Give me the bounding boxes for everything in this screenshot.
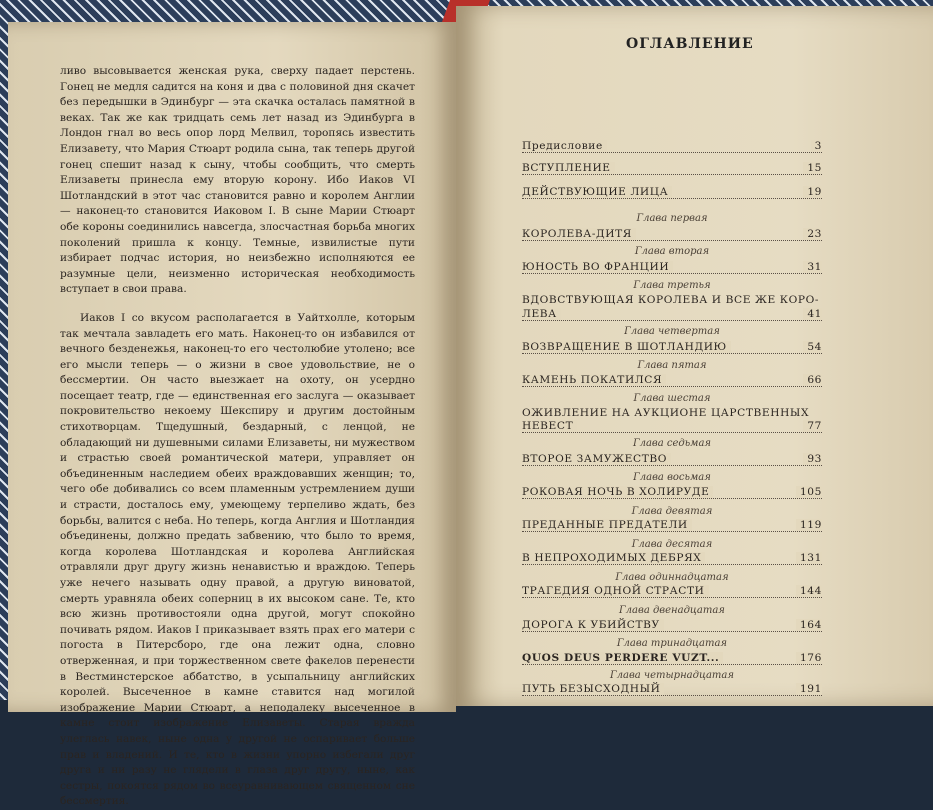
toc-chapter-label: Глава восьмая xyxy=(633,472,711,483)
toc-entry: ДОРОГА К УБИЙСТВУ 164 xyxy=(522,619,822,631)
toc-entry: ПУТЬ БЕЗЫСХОДНЫЙ 191 xyxy=(522,683,822,695)
toc-chapter-label: Глава шестая xyxy=(633,393,711,404)
toc-chapter-label: Глава третья xyxy=(633,280,711,291)
toc-chapter-label: Глава девятая xyxy=(631,506,713,517)
toc-entry-title-line1: ОЖИВЛЕНИЕ НА АУКЦИОНЕ ЦАРСТВЕННЫХ xyxy=(522,407,810,419)
toc-chapter-label: Глава одиннадцатая xyxy=(615,572,729,583)
toc-entry: ЮНОСТЬ ВО ФРАНЦИИ 31 xyxy=(522,261,822,273)
toc-entry-preface: Предисловие 3 xyxy=(522,140,822,152)
toc-entry-characters: ДЕЙСТВУЮЩИЕ ЛИЦА 19 xyxy=(522,186,822,198)
left-page-text xyxy=(60,64,415,810)
toc-entry-title-line1: ВДОВСТВУЮЩАЯ КОРОЛЕВА И ВСЕ ЖЕ КОРО- xyxy=(522,294,820,306)
toc-chapter-label: Глава первая xyxy=(636,213,708,224)
toc-chapter-label: Глава седьмая xyxy=(632,438,712,449)
toc-entry: НЕВЕСТ 77 xyxy=(522,420,822,432)
toc-entry: РОКОВАЯ НОЧЬ В ХОЛИРУДЕ 105 xyxy=(522,486,822,498)
toc-chapter-label: Глава вторая xyxy=(634,246,710,257)
toc-entry: ТРАГЕДИЯ ОДНОЙ СТРАСТИ 144 xyxy=(522,585,822,597)
toc-entry: КОРОЛЕВА-ДИТЯ 23 xyxy=(522,228,822,240)
toc-chapter-label: Глава тринадцатая xyxy=(616,638,728,649)
toc-chapter-label: Глава пятая xyxy=(637,360,707,371)
toc-heading: ОГЛАВЛЕНИЕ xyxy=(626,36,754,52)
left-paragraph-2: Иаков I со вкусом располагается в Уайтхолле, которым так мечтала завладеть его мать. Наконец-то он избавился от вечного безденежья, наконец-то его честолюбие утолено; все его мысли теперь — о жизни в свое удовольствие, не о бессмертии. Он часто выезжает на охоту, он усердно посещает театр, где — единственная его заслуга — оказывает покровительство некоему Шекспиру и другим достойным стихотворцам. Тщедушный, бездарный, с ленцой, не обладающий ни душевными силами Елизаветы, ни мужеством и страстью своей романтической матери, управляет он объединенным наследием обеих враждовавших женщин; то, чего обе добивались со всем пламенным устремлением души и страсти, досталось ему, умеющему терпеливо ждать, без борьбы, валится с неба. Но теперь, когда Англия и Шотландия объединены, должно предать забвению, что было то время, когда королева Шотландская и королева Английская отравляли друг другу жизнь ненавистью и враждою. Теперь уже нечего называть одну правой, а другую виноватой, смерть уравняла обеих соперниц в их высоком сане. Те, кто всю жизнь противостояли одна другой, могут спокойно почивать рядом. Иаков I приказывает взять прах его матери с погоста в Питерсборо, где она лежит одна, словно отверженная, и при торжественном свете факелов перенести в Вестминстерское аббатство, в усыпальницу английских королей. Высеченное в камне ставится над могилой изображение Марии Стюарт, а неподалеку высеченное в камне стоит изображение Елизаветы. Старая вражда улеглась навек, ныне одна у другой не оспаривает больше прав и владений. И те, кто в жизни упорно избегали друг друга и ни разу не глядели в глаза друг другу, ныне, как сестры, покоятся рядом во всеуравнивающем священном сне бессмертия. xyxy=(60,311,415,808)
toc-entry: КАМЕНЬ ПОКАТИЛСЯ 66 xyxy=(522,374,822,386)
toc-entry: В НЕПРОХОДИМЫХ ДЕБРЯХ 131 xyxy=(522,552,822,564)
toc-entry: ВОЗВРАЩЕНИЕ В ШОТЛАНДИЮ 54 xyxy=(522,341,822,353)
toc-entry-introduction: ВСТУПЛЕНИЕ 15 xyxy=(522,162,822,174)
toc-chapter-label: Глава четырнадцатая xyxy=(610,670,734,681)
toc-chapter-label: Глава двенадцатая xyxy=(619,605,725,616)
toc-chapter-label: Глава четвертая xyxy=(624,326,720,337)
toc-entry: QUOS DEUS PERDERE VUZT... 176 xyxy=(522,652,822,664)
toc-entry: ЛЕВА 41 xyxy=(522,308,822,320)
left-paragraph-1: ливо высовывается женская рука, сверху падает перстень. Гонец не медля садится на коня и два с половиной дня скачет без передышки в Эдинбург — эта скачка осталась памятной в веках. Так же как тридцать семь лет назад из Эдинбурга в Лондон гнал во весь опор лорд Мелвил, торопясь известить Елизавету, что Мария Стюарт родила сына, так теперь другой гонец спешит назад к сыну, чтобы сообщить, что смерть Елизаветы принесла ему вторую корону. Ибо Иаков VI Шотландский в этот час становится равно и королем Англии — наконец-то становится Иаковом I. В сыне Марии Стюарт обе короны соединились навсегда, злосчастная борьба многих поколений пришла к концу. Темные, извилистые пути избирает подчас история, но неизбежно исполняются ее разумные цели, неизменно историческая необходимость вступает в свои права. xyxy=(60,65,415,296)
toc-chapter-label: Глава десятая xyxy=(631,539,713,550)
toc-entry: ПРЕДАННЫЕ ПРЕДАТЕЛИ 119 xyxy=(522,519,822,531)
toc-entry: ВТОРОЕ ЗАМУЖЕСТВО 93 xyxy=(522,453,822,465)
